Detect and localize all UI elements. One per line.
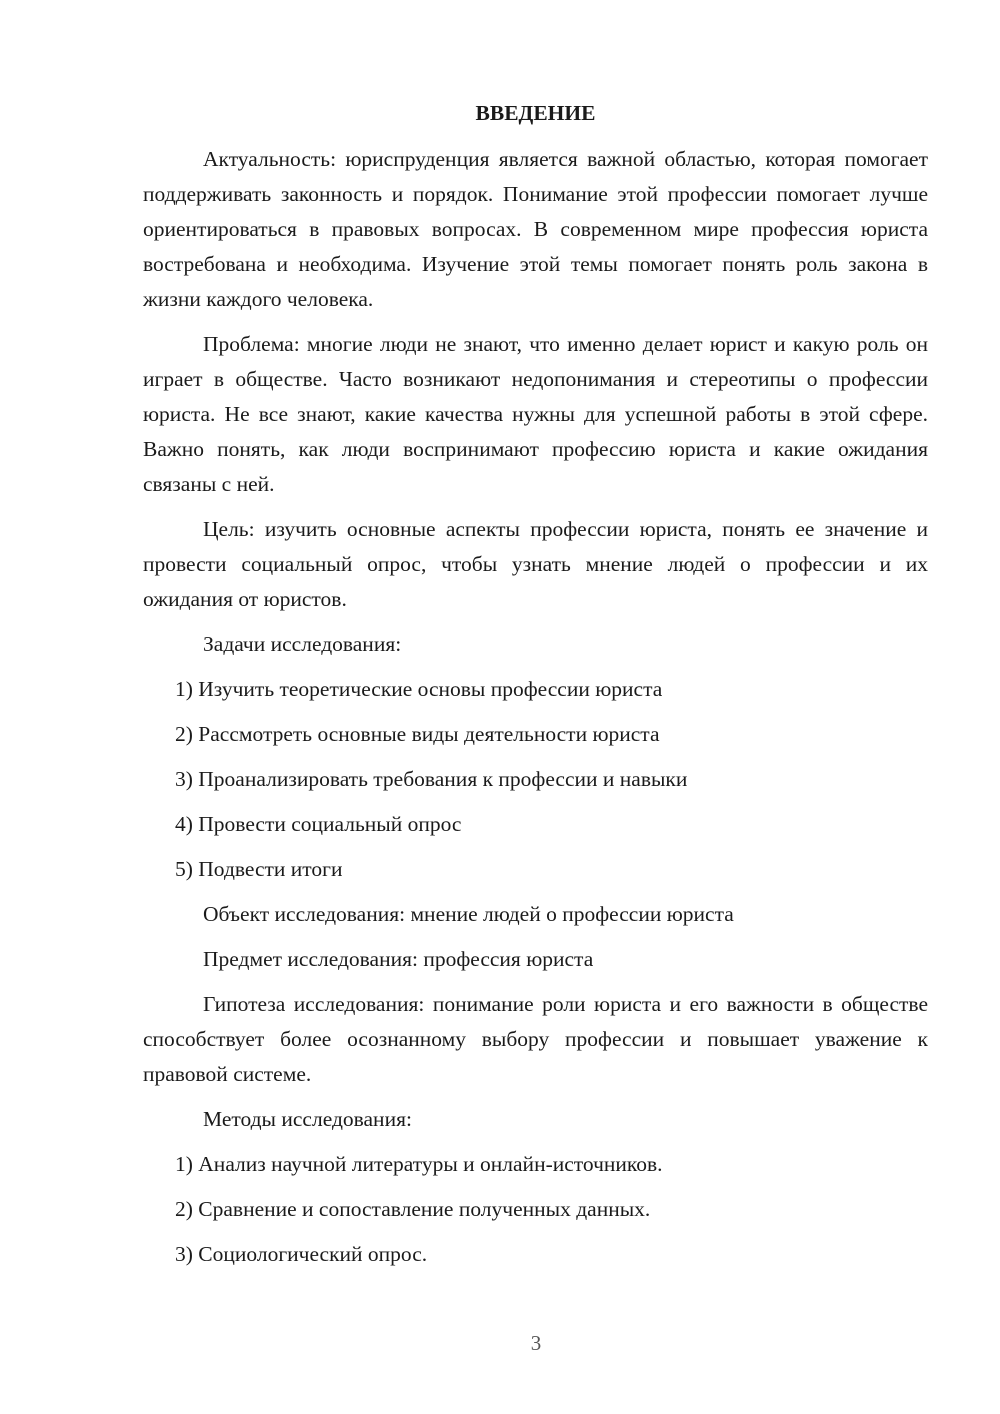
- document-page: [143, 96, 928, 1282]
- list-item: 2) Сравнение и сопоставление полученных данных.: [175, 1197, 651, 1221]
- goal-paragraph: Цель: изучить основные аспекты профессии юриста, понять ее значение и провести социальный опрос, чтобы узнать мнение людей о профессии и их ожидания от юристов.: [143, 517, 928, 611]
- list-item: 2) Рассмотреть основные виды деятельности юриста: [175, 722, 660, 746]
- page-number: 3: [530, 1331, 542, 1355]
- methods-heading: Методы исследования:: [203, 1107, 412, 1131]
- list-item: 1) Анализ научной литературы и онлайн-источников.: [175, 1152, 663, 1176]
- list-item: 3) Социологический опрос.: [175, 1242, 428, 1266]
- relevance-paragraph: Актуальность: юриспруденция является важной областью, которая помогает поддерживать законность и порядок. Понимание этой профессии помогает лучше ориентироваться в правовых вопросах. В современном мире профессия юриста востребована и необходима. Изучение этой темы помогает понять роль закона в жизни каждого человека.: [143, 147, 928, 311]
- list-item: 3) Проанализировать требования к профессии и навыки: [175, 767, 688, 791]
- problem-paragraph: Проблема: многие люди не знают, что именно делает юрист и какую роль он играет в обществе. Часто возникают недопонимания и стереотипы о профессии юриста. Не все знают, какие качества нужны для успешной работы в этой сфере. Важно понять, как люди воспринимают профессию юриста и какие ожидания связаны с ней.: [143, 332, 928, 496]
- tasks-heading: Задачи исследования:: [203, 632, 402, 656]
- list-item: 1) Изучить теоретические основы профессии юриста: [175, 677, 663, 701]
- list-item: 4) Провести социальный опрос: [175, 812, 462, 836]
- section-title: ВВЕДЕНИЕ: [475, 101, 596, 125]
- tasks-list: [143, 672, 928, 887]
- methods-list: [143, 1147, 928, 1272]
- object-paragraph: Объект исследования: мнение людей о профессии юриста: [203, 902, 734, 926]
- subject-paragraph: Предмет исследования: профессия юриста: [203, 947, 594, 971]
- hypothesis-paragraph: Гипотеза исследования: понимание роли юриста и его важности в обществе способствует более осознанному выбору профессии и повышает уважение к правовой системе.: [143, 992, 928, 1086]
- list-item: 5) Подвести итоги: [175, 857, 343, 881]
